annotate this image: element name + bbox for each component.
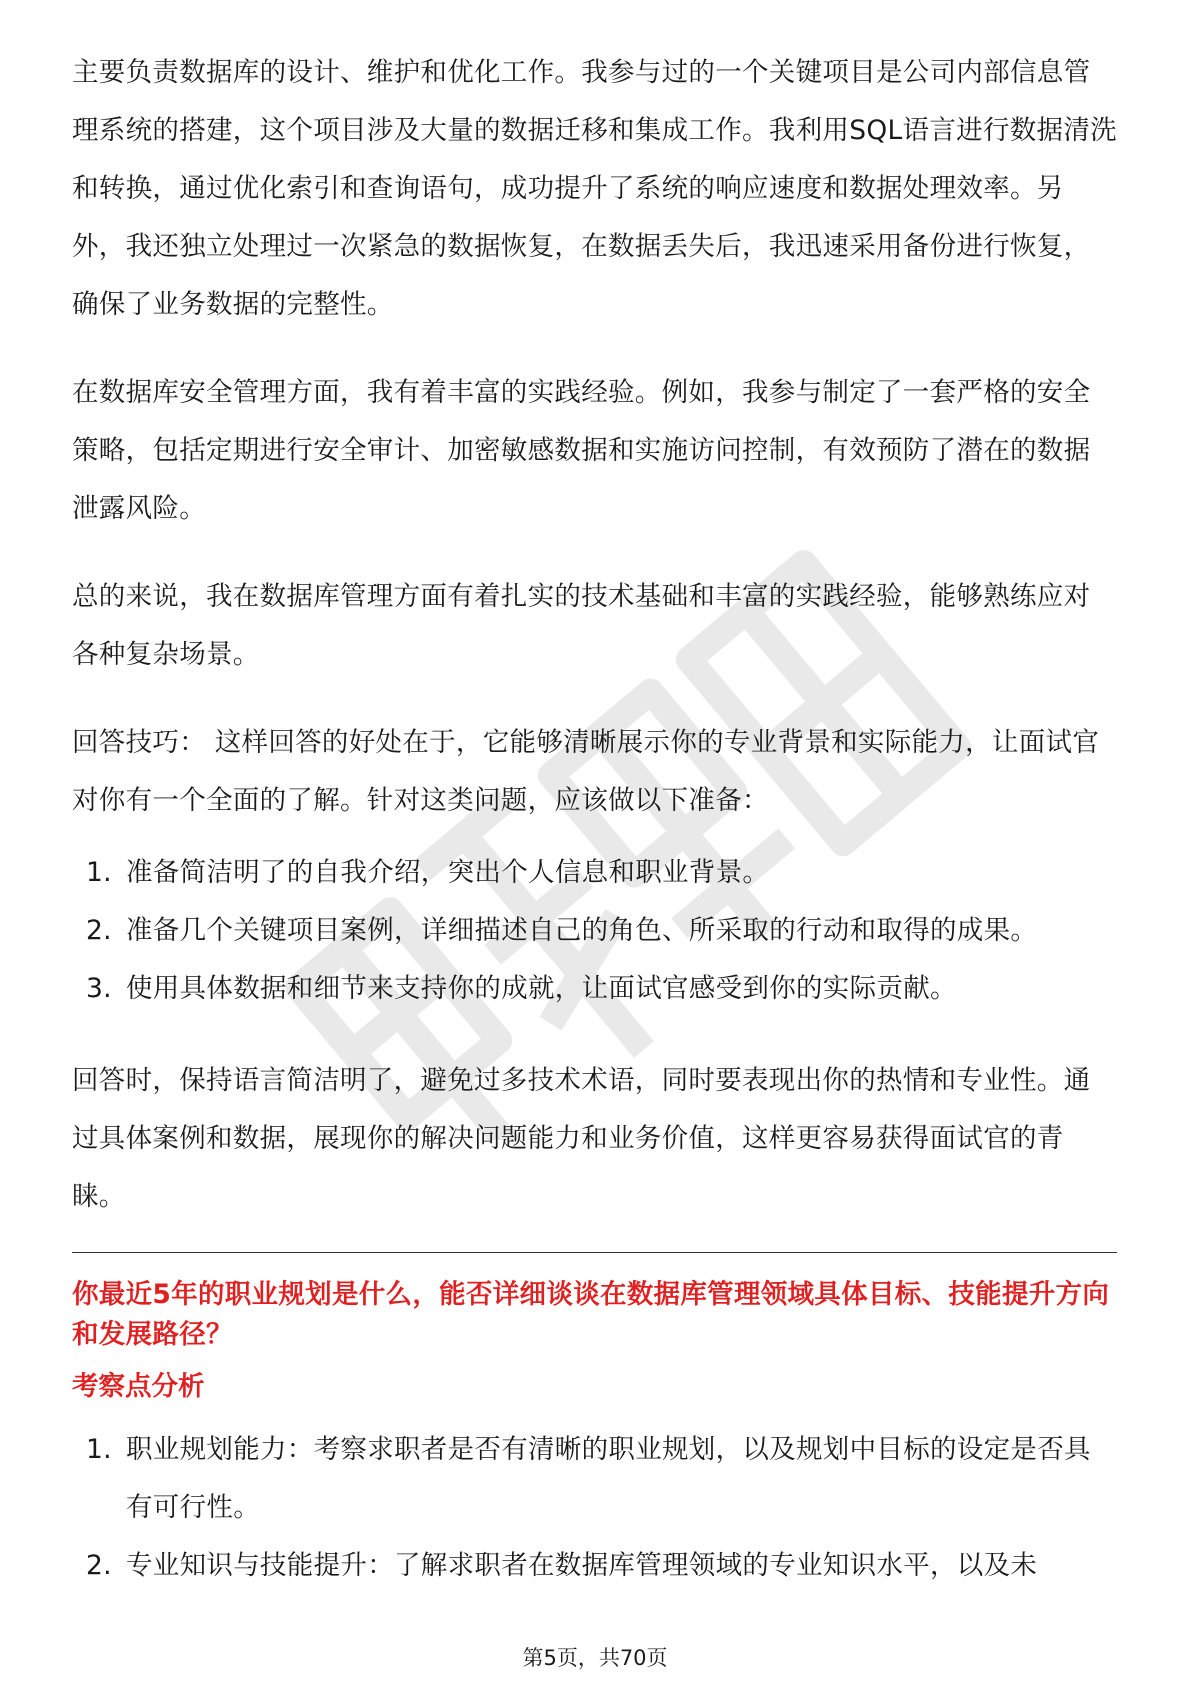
list-item [72, 844, 1117, 902]
list-text: 职业规划能力：考察求职者是否有清晰的职业规划，以及规划中目标的设定是否具有可行性。 [126, 1434, 1091, 1523]
list-number: 2. [86, 915, 112, 946]
list-number: 1. [86, 1434, 112, 1465]
paragraph-security-experience: 在数据库安全管理方面，我有着丰富的实践经验。例如，我参与制定了一套严格的安全策略，包括定期进行安全审计、加密敏感数据和实施访问控制，有效预防了潜在的数据泄露风险。 [72, 377, 1091, 524]
paragraph-project-experience: 主要负责数据库的设计、维护和优化工作。我参与过的一个关键项目是公司内部信息管理系统的搭建，这个项目涉及大量的数据迁移和集成工作。我利用SQL语言进行数据清洗和转换，通过优化索引和查询语句，成功提升了系统的响应速度和数据处理效率。另外，我还独立处理过一次紧急的数据恢复，在数据丢失后，我迅速采用备份进行恢复，确保了业务数据的完整性。 [72, 57, 1117, 320]
list-text: 使用具体数据和细节来支持你的成就，让面试官感受到你的实际贡献。 [126, 973, 957, 1004]
list-number: 2. [86, 1550, 112, 1581]
list-number: 3. [86, 973, 112, 1004]
question-heading: 你最近5年的职业规划是什么，能否详细谈谈在数据库管理领域具体目标、技能提升方向和发展路径？ [72, 1279, 1110, 1350]
list-number: 1. [86, 857, 112, 888]
list-item [72, 1421, 1117, 1537]
paragraph-summary: 总的来说，我在数据库管理方面有着扎实的技术基础和丰富的实践经验，能够熟练应对各种复杂场景。 [72, 581, 1091, 670]
list-text: 准备简洁明了的自我介绍，突出个人信息和职业背景。 [126, 857, 770, 888]
list-item [72, 1537, 1117, 1595]
analysis-heading: 考察点分析 [72, 1371, 205, 1402]
list-text: 专业知识与技能提升：了解求职者在数据库管理领域的专业知识水平，以及未 [126, 1550, 1038, 1581]
list-text: 准备几个关键项目案例，详细描述自己的角色、所采取的行动和取得的成果。 [126, 915, 1038, 946]
list-item [72, 902, 1117, 960]
section-divider [72, 1252, 1117, 1253]
paragraph-closing: 回答时，保持语言简洁明了，避免过多技术术语，同时要表现出你的热情和专业性。通过具体案例和数据，展现你的解决问题能力和业务价值，这样更容易获得面试官的青睐。 [72, 1065, 1091, 1212]
list-item [72, 960, 1117, 1018]
analysis-list [72, 1421, 1117, 1595]
page-footer: 第5页，共70页 [522, 1646, 668, 1670]
paragraph-answer-tips: 回答技巧： 这样回答的好处在于，它能够清晰展示你的专业背景和实际能力，让面试官对你有一个全面的了解。针对这类问题，应该做以下准备： [72, 727, 1100, 816]
tips-list [72, 844, 1117, 1018]
document-body [72, 44, 1117, 1595]
